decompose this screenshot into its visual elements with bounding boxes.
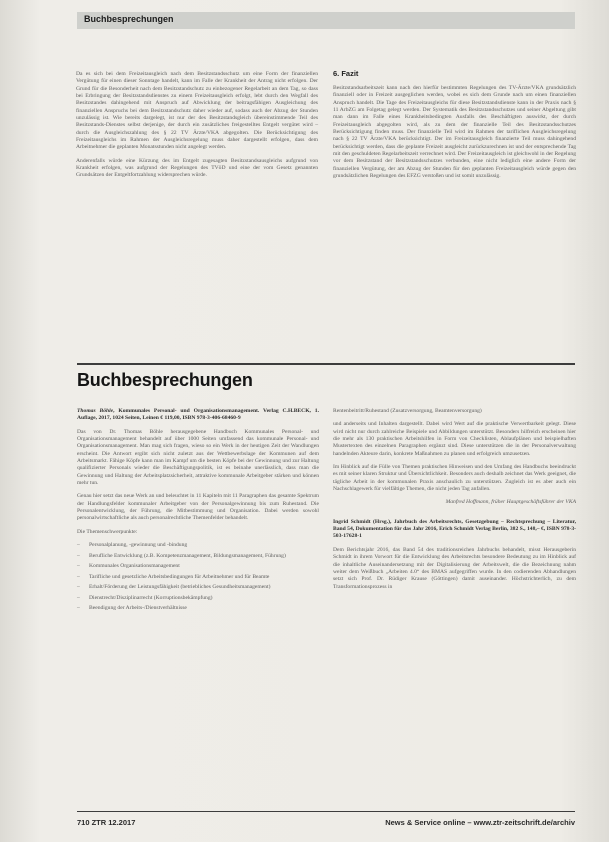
review-left-column	[77, 408, 319, 616]
list-item: – Beendigung der Arbeits-/Dienstverhältnisse	[77, 605, 319, 612]
review-paragraph: und anderseits und Inhalten dargestellt. Dabei wird Wert auf die praktische Verwertbarkeit gelegt. Diese wird nicht nur durch zahlreiche Beispiele und Abbildungen unterstützt. Besonders hilfreich erscheinen hier die mehr als 130 praktischen Arbeitshilfen in Form von Checklisten, Ablaufplänen und beispielhaften Mustertexten des einzelnen Paragraphen ergänzt sind. Diese unterstützen die in der Personalverwaltung handelnden Akteure darin, konkrete Maßnahmen zu planen und erfolgreich umzusetzen.	[333, 421, 576, 457]
fazit-column	[333, 85, 576, 180]
review-author: Thomas Böhle	[77, 408, 114, 414]
list-item: – Kommunales Organisationsmanagement	[77, 563, 319, 570]
topics-continuation: Rentenbeitritt/Ruhestand (Zusatzversorgung, Beamtenversorgung)	[333, 408, 482, 414]
review-book-info: , Kommunales Personal- und Organisationsmanagement. Verlag C.H.BECK, 1. Auflage, 2017, 1024 Seiten, Leinen € 119,00, ISBN 978-3-406-68460-9	[77, 408, 319, 422]
review-paragraph: Dem Berichtsjahr 2016, das Band 54 des traditionsreichen Jahrbuchs behandelt, misst Herausgeberin Schmidt in ihrem Vorwort für die Entwicklung des Arbeitsrechts besondere Bedeutung zu im Hinblick auf die inhaltliche Auseinandersetzung mit der Digitalisierung der Arbeitswelt, die die Bezeichnung nahm weiter dem Weißbuch „Arbeiten 4.0“ des BMAS aufgegriffen wurde. In den codierenden Abhandlungen setzt sich Prof. Dr. Rüdiger Krause (Göttingen) damit auseinander. Höchstrichterlich, zu dem Transformationsprozess in	[333, 546, 576, 590]
section-title: Buchbesprechungen	[77, 370, 253, 390]
page-footer-right: News & Service online – www.ztr-zeitschrift.de/archiv	[385, 818, 575, 827]
article-paragraph: Da es sich bei dem Freizeitausgleich nach dem Besitzstandsschutz um eine Form der finanziellen Vergütung für einen dieser Sonntage handelt, kann im Falle der Krankheit der Antrag nicht erfolgen. Der Grund für die Besonderheit nach dem Besitzstandschutz zu einbezogener Regelarbeit an dem Tag, so dass bei Erbringung der Besitzstandsdienstes zu einem Freizeitausgleich erfolgt, lebt durch den Wegfall des Besitzstandes dahingehend mit Anspruch auf Abwicklung der beitragsfähigen Ausgleichung des finanziellen Anspruchs bei dem Besitzstandschutz daher wieder auf, sodass auch der Abzug der Stunden unzulässig ist. Wie bereits dargelegt, ist nur der des Besitzstandsgleich übereinstimmende Teil des Besitzstands-Dienstes selbst derjenige, der durch ein zusätzliches freigestelltes Entgelt vergütet wird – durch die Ausgleichszahlung des § 22 TV Ärzte/VKA abgegolten. Die Berücksichtigung des Freizeitausgleichs im Rahmen der Ausgleichsregelung muss daher dargestellt erfolgen, dass dem Arbeitnehmer die geplanten Monatsstunden nicht angelegt werden.	[76, 71, 318, 151]
review-paragraph: Genau hier setzt das neue Werk an und beleuchtet in 11 Kapiteln mit 11 Paragraphen das gesamte Spektrum der Handlungsfelder kommunaler Arbeitgeber von der Personalgewinnung bis zum Ruhestand. Die Personalentwicklung, der Führung, die Mitbestimmung und Organisation. Dabei werden sowohl personalwirtschaftliche als auch personalrechtliche Themenfelder behandelt.	[77, 493, 319, 522]
list-item: – Personalplanung, -gewinnung und -bindung	[77, 542, 319, 549]
fazit-paragraph: Besitzstandsarbeitszeit kann nach den hierfür bestimmten Regelungen des TV-Ärzte/VKA grundsätzlich finanziell oder in Freizeit ausgeglichen werden, wobei es sich dem Grunde nach um einen finanziellen Anspruch handelt. Die Tage des Freizeitausgleichs für diese Besitzstandsdienste kann in der Praxis nach § 11 ArbZG am Folgetag gelegt werden. Der Systematik des Besitzstandsschutzes und seiner Abgeltung gibt man dann im Falle eines Krankheitsbedingten Ausfalls des Beschäftigten auswirkt, der durch Freizeitausgleich abgegolten wird, als zu dem der finanzielle Teil des Besitzstandsschutzes Berücksichtigung finden muss. Der finanzielle Teil wird im Rahmen der tariflichen Ausgleichsregelung nach § 22 TV Ärzte/VKA berücksichtigt. Der im Freizeitausgleich finanzierte Teil muss dahingehend berücksichtigt werden, dass die geplante Freizeit ausgleicht zurückzurechnen ist und der entsprechende Tag mit den geschuldeten Regelarbeitszeit verrechnet wird. Der Freizeitausgleich ist gleichwohl in der Regelung vor dem Besitzstand der Besitzstandsschutzes verbunden, eine nicht lediglich eine andere Form der finanziellen Vergütung, der am Abzug der Stunden für den geplanten Freizeitausgleich würde gegen den grundsätzlichen Regelungen des EFZG verstoßen und ist somit unzulässig.	[333, 85, 576, 180]
review-right-column	[333, 408, 576, 591]
review-title	[77, 408, 319, 423]
topics-list	[77, 542, 319, 613]
topics-intro: Die Themenschwerpunkte:	[77, 528, 138, 535]
footer-divider	[77, 811, 575, 812]
review-paragraph: Im Hinblick auf die Fülle von Themen praktischen Hinweisen und den Umfang des Handbuchs beeindruckt es mit seiner klaren Struktur und Übersichtlichkeit. Besonders auch deshalb zeichnet das Werk geeignet, die tägliche Arbeit in der kommunalen Praxis anschaulich zu unterstützen. Zugleich ist es aber auch ein Nachschlagewerk für vielfältige Themen, die nicht jeden Tag anfallen.	[333, 464, 576, 493]
running-header: Buchbesprechungen	[84, 14, 174, 24]
list-item: – Tarifliche und gesetzliche Arbeitsbedingungen für Arbeitnehmer und für Beamte	[77, 574, 319, 581]
article-paragraph: Anderenfalls würde eine Kürzung des im Entgelt zugesagten Besitzstandsausgleichs aufgrund von Krankheit erfolgen, was aufgrund der Regelungen des TVöD und eine der vom Gesetz genannten Grundsätzen der Entgeltfortzahlung widersprechen würde.	[76, 157, 318, 179]
review-title: Ingrid Schmidt (Hrsg.), Jahrbuch des Arbeitsrechts, Gesetzgebung – Rechtsprechung – Literatur, Band 54, Dokumentation für das Jahr 2016, Erich Schmidt Verlag Berlin, 382 S., 148,– €, ISBN 978-3-503-17628-1	[333, 518, 576, 540]
fazit-heading: 6. Fazit	[333, 69, 359, 78]
list-item: – Dienstrecht/Disziplinarrecht (Korruptionsbekämpfung)	[77, 595, 319, 602]
list-item: – Erhalt/Förderung der Leistungsfähigkeit (betriebliches Gesundheitsmanagement)	[77, 584, 319, 591]
article-continuation-column	[76, 71, 318, 180]
reviewer-signature: Manfred Hoffmann, früher Hauptgeschäftsführer der VKA	[445, 499, 576, 506]
section-divider	[77, 363, 575, 365]
list-item: – Berufliche Entwicklung (z.B. Kompetenzmanagement, Bildungsmanagement, Führung)	[77, 553, 319, 560]
page-footer-left: 710 ZTR 12.2017	[77, 818, 136, 827]
review-paragraph: Das von Dr. Thomas Böhle herausgegebene Handbuch Kommunales Personal- und Organisationsmanagement behandelt auf über 1000 Seiten umfassend das kommunale Personal- und Organisationsmanagement. Man mag sich fragen, wieso so ein Werk in der heutigen Zeit der Wandlungen erscheint. Die Antwort ergibt sich nicht zuletzt aus der Wettbewerbslage der Kommunen auf dem Arbeitsmarkt. Fähige Köpfe kann man im Kampf um die besten Köpfe bei der Gewinnung und zur Haltung qualifizierter Personals wieder die Beschäftigungspolitik, ist es beinahe unerlässlich, dass man die Gewinnung und Haltung der Arbeitsplatzsicherheit, attraktive kommunale Arbeitgeber stärken und können mehr tun.	[77, 428, 319, 487]
